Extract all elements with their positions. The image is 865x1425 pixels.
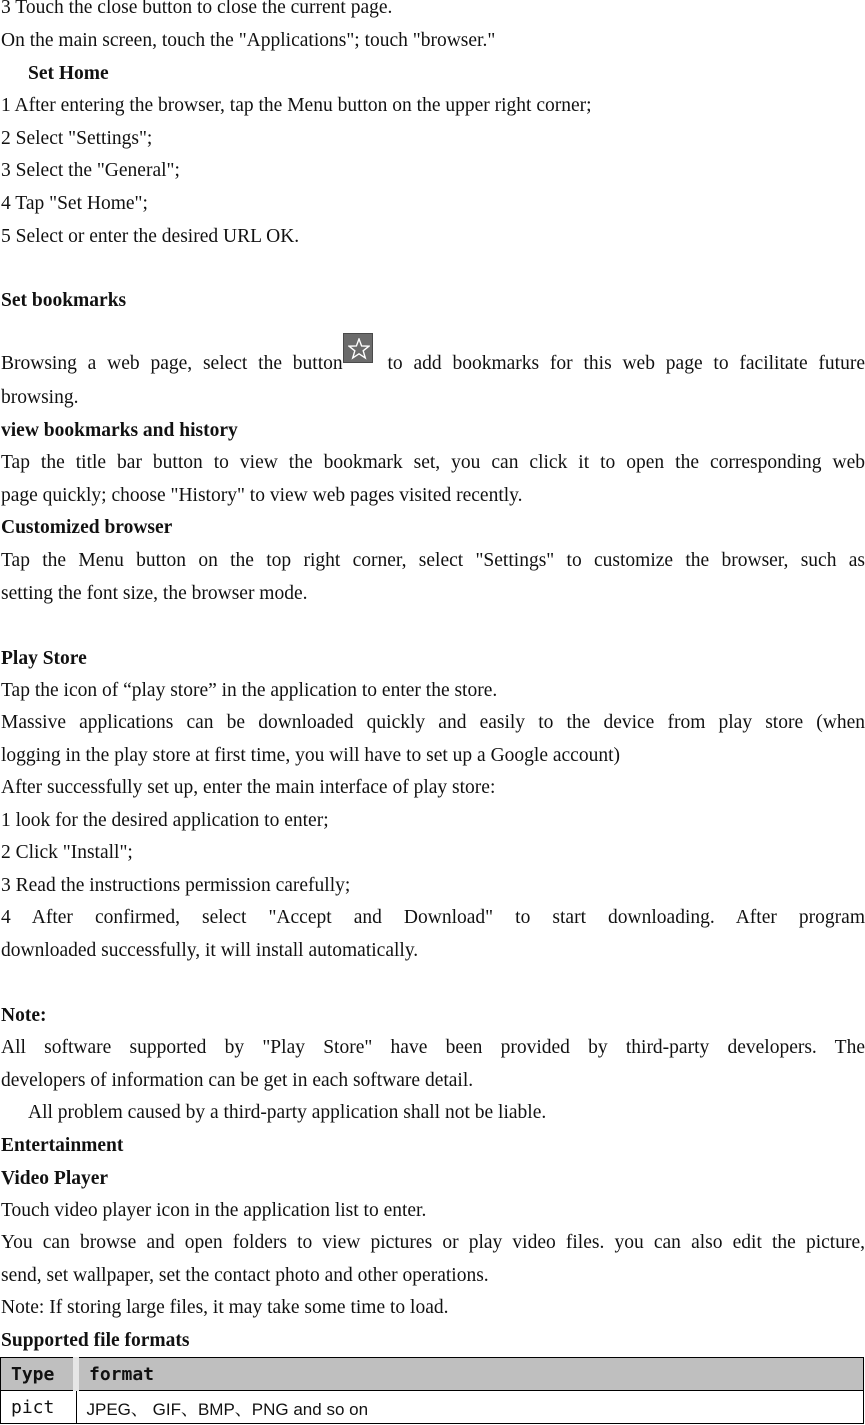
table-cell: pict xyxy=(1,1391,77,1424)
section-heading-play-store: Play Store xyxy=(1,648,87,669)
section-heading-set-bookmarks: Set bookmarks xyxy=(1,290,127,311)
text-line: Massive applications can be downloaded quickly and easily to the device from play store (when xyxy=(1,712,865,733)
text-line: Tap the title bar button to view the bookmark set, you can click it to open the corresponding web xyxy=(1,452,865,473)
section-heading-supported-formats: Supported file formats xyxy=(1,1330,190,1351)
text-line: Tap the icon of “play store” in the application to enter the store. xyxy=(1,680,498,701)
text-line: 4 Tap "Set Home"; xyxy=(1,193,148,214)
section-heading-note: Note: xyxy=(1,1005,47,1026)
table-header-row xyxy=(1,1358,864,1391)
text-line: 2 Click "Install"; xyxy=(1,842,133,863)
text-line: developers of information can be get in each software detail. xyxy=(1,1070,474,1091)
table-row xyxy=(1,1391,864,1424)
text-line: 1 look for the desired application to enter; xyxy=(1,810,329,831)
text-line xyxy=(1,341,865,376)
text-line: page quickly; choose "History" to view web pages visited recently. xyxy=(1,485,523,506)
text-line: 3 Touch the close button to close the current page. xyxy=(1,0,393,18)
text-line: On the main screen, touch the "Applications"; touch "browser." xyxy=(1,30,496,51)
text-line: Touch video player icon in the application list to enter. xyxy=(1,1200,427,1221)
text-line: All problem caused by a third-party application shall not be liable. xyxy=(28,1102,547,1123)
section-heading-view-bookmarks: view bookmarks and history xyxy=(1,420,238,441)
formats-table xyxy=(0,1357,864,1424)
text-line: 2 Select "Settings"; xyxy=(1,128,153,149)
text-line: 4 After confirmed, select "Accept and Download" to start downloading. After program xyxy=(1,907,865,928)
text-line: 5 Select or enter the desired URL OK. xyxy=(1,226,300,247)
text-line: Note: If storing large files, it may take some time to load. xyxy=(1,1297,449,1318)
text-line: Tap the Menu button on the top right corner, select "Settings" to customize the browser, such as xyxy=(1,550,865,571)
table-cell: JPEG、 GIF、BMP、PNG and so on xyxy=(76,1391,864,1424)
text-line: setting the font size, the browser mode. xyxy=(1,583,308,604)
text-line: downloaded successfully, it will install automatically. xyxy=(1,940,419,961)
section-heading-set-home: Set Home xyxy=(28,63,109,84)
table-header-cell: format xyxy=(76,1358,864,1391)
text-span: to add bookmarks for this web page to facilitate future xyxy=(376,353,865,374)
text-line: All software supported by "Play Store" have been provided by third-party developers. The xyxy=(1,1037,865,1058)
table-header-cell: Type xyxy=(1,1358,77,1391)
text-line: 1 After entering the browser, tap the Menu button on the upper right corner; xyxy=(1,95,592,116)
star-icon xyxy=(343,333,373,363)
text-span: Browsing a web page, select the button xyxy=(1,353,343,374)
section-heading-customized-browser: Customized browser xyxy=(1,517,173,538)
section-heading-entertainment: Entertainment xyxy=(1,1135,124,1156)
text-line: After successfully set up, enter the main interface of play store: xyxy=(1,777,496,798)
text-line: 3 Select the "General"; xyxy=(1,160,180,181)
text-line: You can browse and open folders to view pictures or play video files. you can also edit the picture, xyxy=(1,1232,865,1253)
section-heading-video-player: Video Player xyxy=(1,1168,109,1189)
text-line: send, set wallpaper, set the contact photo and other operations. xyxy=(1,1265,489,1286)
text-line: browsing. xyxy=(1,387,79,408)
text-line: 3 Read the instructions permission carefully; xyxy=(1,875,351,896)
text-line: logging in the play store at first time, you will have to set up a Google account) xyxy=(1,745,620,766)
